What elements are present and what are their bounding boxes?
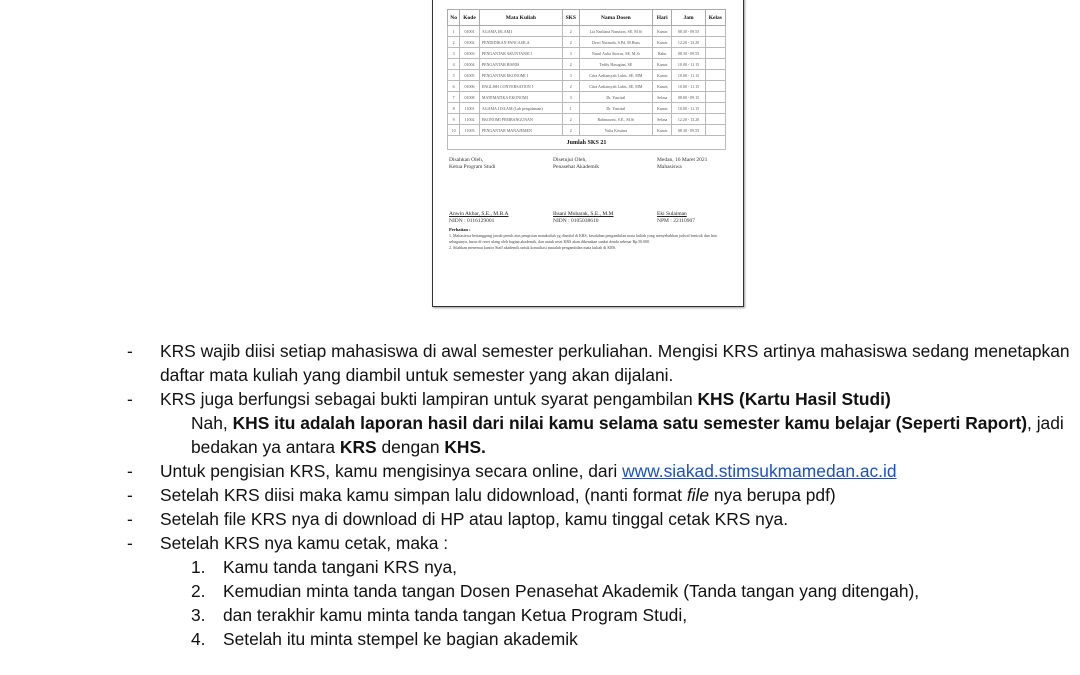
table-cell: 01002 <box>460 37 480 48</box>
table-cell: 5 <box>448 70 460 81</box>
step-item: 4. Setelah itu minta stempel ke bagian akademik <box>191 629 578 649</box>
table-cell: 3 <box>562 92 579 103</box>
column-header: Jam <box>672 10 705 26</box>
table-cell: 08.00 - 09.15 <box>672 92 705 103</box>
table-cell: ENGLISH CONVERSATION I <box>479 81 562 92</box>
table-row <box>448 59 726 70</box>
table-cell <box>705 103 725 114</box>
list-item: - KRS wajib diisi setiap mahasiswa di awal semester perkuliahan. Mengisi KRS artinya mahasiswa sedang menetapkan daftar mata kuliah yang diambil untuk semester yang akan dijalani. <box>127 341 1070 385</box>
column-header: No <box>448 10 460 26</box>
table-cell: Dr. Yusrizal <box>579 92 652 103</box>
table-cell: PENGANTAR AKUNTANSI I <box>479 48 562 59</box>
table-cell: 3 <box>562 70 579 81</box>
sig-label: Disahkan Oleh, <box>449 157 484 163</box>
sig-name: Ihsani Mubarak, S.E., M.M <box>553 211 614 217</box>
signature-block <box>449 157 509 225</box>
table-cell: 08.30 - 09.55 <box>672 125 705 136</box>
table-cell: Citra Ardiansyah Lubis, SE, MM <box>579 70 652 81</box>
column-header: Hari <box>652 10 671 26</box>
sig-id: NIDN : 0116129001 <box>449 218 495 224</box>
step-item: 3. dan terakhir kamu minta tanda tangan Ketua Program Studi, <box>191 605 688 625</box>
column-header: Mata Kuliah <box>479 10 562 26</box>
table-cell: 01004 <box>460 59 480 70</box>
table-cell: 2 <box>562 81 579 92</box>
table-cell: EKONOMI PEMBANGUNAN <box>479 114 562 125</box>
table-cell: 12.20 - 13.20 <box>672 114 705 125</box>
note: 1. Mahasiswa bertanggung jawab penuh atas pengisian matakuliah yg diambil di KRS, kesalahan pengambilan mata kuliah yang menyebabkan jadwal bentrok dan lain sebagainya, harus di reset ulang oleh bagian akademik, dan untuk reset KRS akan dikenakan sanksi denda sebesar Rp.50.000 <box>449 233 717 244</box>
table-cell: 6 <box>448 81 460 92</box>
table-cell: 12.20 - 13.20 <box>672 37 705 48</box>
table-cell: 10 <box>448 125 460 136</box>
table-cell: Kamis <box>652 59 671 70</box>
column-header: Kelas <box>705 10 725 26</box>
signature-block <box>553 157 614 225</box>
table-cell <box>705 37 725 48</box>
table-cell: 11003 <box>460 125 480 136</box>
table-cell: 10.00 - 11.15 <box>672 103 705 114</box>
note: 2. Silahkan menemui kantor Staff akademik untuk konsultasi masalah pengambilan mata kuliah di KRS. <box>449 245 617 250</box>
sig-name: Anwin Akbar, S.E., M.B.A <box>449 211 509 217</box>
list-item-continuation: Nah, KHS itu adalah laporan hasil dari nilai kamu selama satu semester kamu belajar (Seperti Raport), jadi bedakan ya antara KRS dengan KHS. <box>191 413 1064 457</box>
table-cell: 9 <box>448 114 460 125</box>
column-header: SKS <box>562 10 579 26</box>
sig-id: NIDN : 0105038610 <box>553 218 599 224</box>
table-cell <box>705 92 725 103</box>
table-cell: 10.00 - 11.15 <box>672 59 705 70</box>
table-cell: Rahmawati, S.E., M.Si <box>579 114 652 125</box>
table-cell: 01003 <box>460 48 480 59</box>
list-item: - Setelah file KRS nya di download di HP atau laptop, kamu tinggal cetak KRS nya. <box>127 509 789 529</box>
table-cell: 2 <box>562 59 579 70</box>
table-row <box>448 114 726 125</box>
column-header: Kode <box>460 10 480 26</box>
krs-table <box>447 9 726 150</box>
table-cell: AGAMA ISLAM I <box>479 26 562 37</box>
table-cell: 11002 <box>460 114 480 125</box>
table-cell <box>705 48 725 59</box>
table-cell: Teddy Hasugian, SE <box>579 59 652 70</box>
table-row <box>448 81 726 92</box>
notes <box>449 227 719 251</box>
table-cell: 7 <box>448 92 460 103</box>
table-cell: 01008 <box>460 92 480 103</box>
table-cell: 3 <box>562 48 579 59</box>
siakad-link[interactable]: www.siakad.stimsukmamedan.ac.id <box>622 461 897 481</box>
total-sks: Jumlah SKS 21 <box>448 136 726 150</box>
table-row <box>448 70 726 81</box>
table-cell <box>705 26 725 37</box>
table-row <box>448 125 726 136</box>
table-row <box>448 48 726 59</box>
table-cell: AGAMA I ISLAM (Lab pengalaman) <box>479 103 562 114</box>
table-cell: 11001 <box>460 103 480 114</box>
table-cell: Kamis <box>652 70 671 81</box>
table-cell: Kamis <box>652 125 671 136</box>
table-cell: 1 <box>562 103 579 114</box>
table-cell: Lia Nazliana Nasution, SE, M.Si <box>579 26 652 37</box>
table-cell: 1 <box>448 26 460 37</box>
list-item: - Setelah KRS diisi maka kamu simpan lalu didownload, (nanti format file nya berupa pdf) <box>127 485 836 505</box>
table-cell: 2 <box>562 37 579 48</box>
table-cell: MATEMATIKA EKONOMI <box>479 92 562 103</box>
table-cell: 08.30 - 09.55 <box>672 48 705 59</box>
table-cell: Selasa <box>652 114 671 125</box>
table-cell <box>705 59 725 70</box>
instruction-list <box>0 339 1080 651</box>
table-row <box>448 26 726 37</box>
table-cell <box>705 125 725 136</box>
table-cell: 2 <box>562 26 579 37</box>
table-cell: Kamis <box>652 103 671 114</box>
table-cell: Dr. Yusrizal <box>579 103 652 114</box>
table-row <box>448 103 726 114</box>
table-cell: Kamis <box>652 81 671 92</box>
table-cell: 10.00 - 11.15 <box>672 70 705 81</box>
table-cell: 01001 <box>460 26 480 37</box>
sig-name: Eki Sulaiman <box>657 211 687 217</box>
table-cell: PENGANTAR BISNIS <box>479 59 562 70</box>
column-header: Nama Dosen <box>579 10 652 26</box>
sig-label: Disetujui Oleh, <box>553 157 587 163</box>
table-cell: Yulia Kristina <box>579 125 652 136</box>
table-cell: 01005 <box>460 70 480 81</box>
table-cell: 2 <box>448 37 460 48</box>
table-cell: 08.30 - 09.55 <box>672 26 705 37</box>
table-row <box>448 92 726 103</box>
table-cell: Nurul Aulia Sitorus, SE, M.Si <box>579 48 652 59</box>
table-cell: 01006 <box>460 81 480 92</box>
table-cell: 4 <box>448 59 460 70</box>
list-item: - Setelah KRS nya kamu cetak, maka : <box>127 533 449 553</box>
table-cell: Rabu <box>652 48 671 59</box>
list-item: - KRS juga berfungsi sebagai bukti lampiran untuk syarat pengambilan KHS (Kartu Hasil Studi) <box>127 389 891 409</box>
signature-block <box>657 157 707 225</box>
table-cell <box>705 81 725 92</box>
sig-role: Mahasiswa <box>657 164 682 170</box>
sig-label: Medan, 16 Maret 2021 <box>657 157 708 163</box>
table-cell: 3 <box>448 48 460 59</box>
step-item: 1. Kamu tanda tangani KRS nya, <box>191 557 457 577</box>
table-cell: Kamis <box>652 37 671 48</box>
sig-id: NPM : 22110907 <box>657 218 695 224</box>
table-cell: Kamis <box>652 26 671 37</box>
notes-title: Perhatian : <box>449 227 471 232</box>
table-cell: PENGANTAR MANAJEMEN <box>479 125 562 136</box>
sig-role: Ketua Program Studi <box>449 164 496 170</box>
table-cell: 2 <box>562 125 579 136</box>
table-cell <box>705 114 725 125</box>
table-cell: PENGANTAR EKONOMI I <box>479 70 562 81</box>
table-cell: 8 <box>448 103 460 114</box>
step-item: 2. Kemudian minta tanda tangan Dosen Penasehat Akademik (Tanda tangan yang ditengah), <box>191 581 920 601</box>
table-cell: Citra Ardiansyah Lubis, SE, MM <box>579 81 652 92</box>
table-cell: Selasa <box>652 92 671 103</box>
table-cell: 2 <box>562 114 579 125</box>
sig-role: Penasehat Akademik <box>553 164 599 170</box>
table-cell: Dewi Nurmala, S.Pd, M.Hum <box>579 37 652 48</box>
table-cell: PENDIDIKAN PANCASILA <box>479 37 562 48</box>
table-cell <box>705 70 725 81</box>
table-cell: 10.00 - 11.15 <box>672 81 705 92</box>
table-row <box>448 37 726 48</box>
krs-document-image <box>432 0 744 307</box>
list-item: - Untuk pengisian KRS, kamu mengisinya secara online, dari www.siakad.stimsukmamedan.ac.id <box>127 461 897 481</box>
